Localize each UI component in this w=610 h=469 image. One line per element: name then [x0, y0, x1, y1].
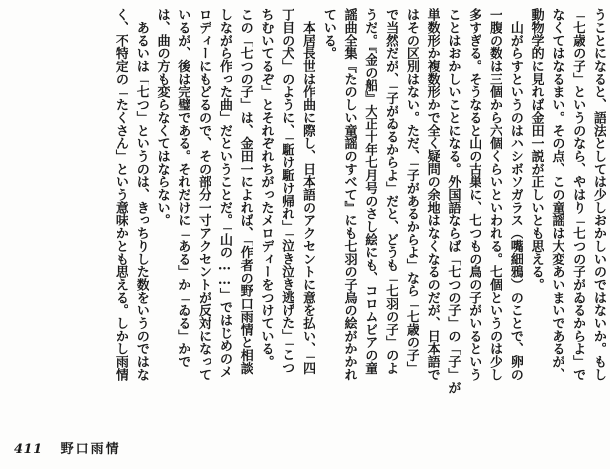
text-column: うことになると、語法としては少しおかしいのではないか。もし: [591, 8, 606, 381]
text-column: く、不特定の「たくさん」という意味かとも思える。しかし雨情: [113, 8, 129, 381]
page-number: 411: [14, 442, 43, 457]
text-column: しながら作った曲」だということだ。「山の……」ではじめのメ: [216, 8, 232, 378]
text-column: ロディーにもどるので、その部分一寸アクセントが反対になって: [196, 8, 212, 381]
text-column: は、曲の方も変らなくてはならない。: [154, 8, 170, 227]
text-column: ことはおかしいことになる。外国語ならば「七つの子」の「子」が: [445, 8, 461, 394]
text-column: 山がらすというのはハシボソガラス（嘴細鴉）のことで、卵の: [507, 8, 523, 381]
text-column: あるいは「七つ」というのは、きっちりした数をいうのではな: [133, 8, 149, 381]
text-column: 単数形か複数形かで全く疑問の余地はなくなるのだが、日本語で: [424, 8, 440, 381]
text-column: 謡曲全集『たのしい童謡のすべて』にも七羽の子烏の絵がかかれ: [341, 8, 357, 381]
text-column: 多すぎる。そうなると山の古巣に、七つもの鳥の子がいるという: [466, 8, 482, 381]
running-head: 野口雨情: [60, 442, 121, 457]
text-column: ている。: [320, 8, 336, 60]
text-column: 本居長世は作曲に際し、日本語のアクセントに意を払い、「四: [300, 8, 316, 375]
text-column: いるが、後は完璧である。それだけに「ある」か「ゐる」かで: [175, 8, 191, 368]
text-column: 丁目の犬」のように、「駈け駈け帰れ」「泣き泣き逃げた」「こつ: [279, 8, 295, 374]
text-column: なくてはなるまい。その点、この童謡は大変あいまいであるが、: [549, 8, 565, 381]
text-column: この「七つの子」は、金田一によれば、「作者の野口雨情と相談: [237, 8, 253, 375]
page-footer: [14, 438, 121, 458]
text-column: うだ。『金の船』大正十年七月号のさし絵にも、コロムビアの童: [362, 8, 378, 375]
text-column: ちむいてるぞ」とそれぞれちがったメロディーをつけている。: [258, 8, 274, 368]
text-column: 「七歳の子」というのなら、やはり「七つの子がゐるからよ」で: [570, 8, 586, 381]
text-column: 一腹の数は三個から六個くらいといわれる。七個というのは少し: [487, 8, 503, 381]
vertical-text-body: [4, 8, 606, 413]
text-column: で当然だが、「子がゐるからよ」だと、どうも「七羽の子」のよ: [383, 8, 399, 375]
text-column: 動物学的に見れば金田一説が正しいとも思える。: [528, 8, 544, 291]
text-column: はその区別はない。ただ、「子があるからよ」なら「七歳の子」: [403, 8, 419, 375]
